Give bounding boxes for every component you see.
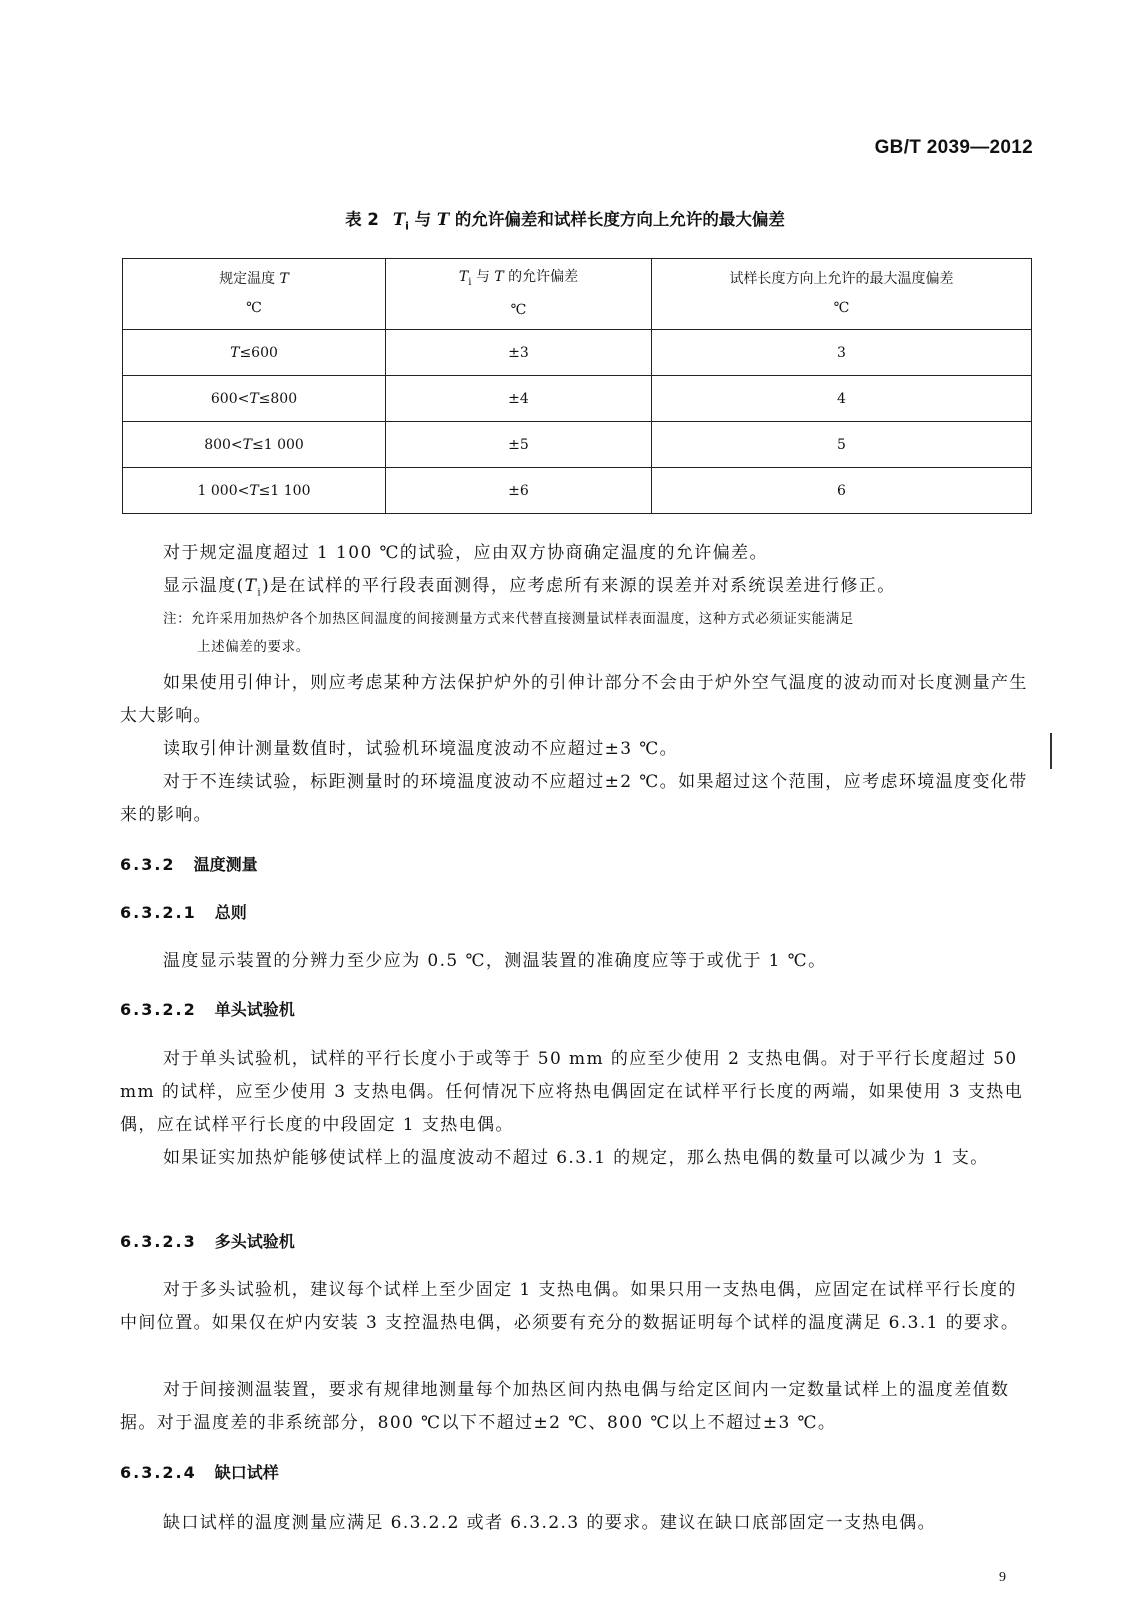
header-label: 试样长度方向上允许的最大温度偏差 bbox=[729, 271, 954, 287]
paragraph-tolerance-agreement: 对于规定温度超过 1 100 ℃的试验，应由双方协商确定温度的允许偏差。 bbox=[163, 543, 768, 563]
section-heading-6-3-2-1 bbox=[120, 900, 247, 923]
section-title: 单头试验机 bbox=[214, 1000, 295, 1019]
cell-max-deviation: 5 bbox=[652, 422, 1032, 468]
caption-mid: 与 bbox=[408, 210, 437, 229]
header-label: 规定温度 bbox=[219, 271, 280, 287]
section-heading-6-3-2-3 bbox=[120, 1229, 295, 1252]
paragraph-resolution: 温度显示装置的分辨力至少应为 0.5 ℃，测温装置的准确度应等于或优于 1 ℃。 bbox=[163, 951, 827, 971]
section-heading-6-3-2-2 bbox=[120, 997, 295, 1020]
cell-max-deviation: 4 bbox=[652, 376, 1032, 422]
section-number: 6.3.2.3 bbox=[120, 1232, 197, 1251]
deviation-table bbox=[122, 258, 1032, 514]
range-high: ≤1 000 bbox=[251, 436, 304, 453]
standard-code: GB/T 2039—2012 bbox=[874, 137, 1033, 158]
note-line: 上述偏差的要求。 bbox=[197, 639, 310, 655]
range-var: T bbox=[230, 344, 240, 361]
header-allowed-deviation bbox=[386, 259, 652, 330]
cell-max-deviation: 6 bbox=[652, 468, 1032, 514]
table-caption bbox=[0, 206, 1130, 232]
section-heading-6-3-2-4 bbox=[120, 1460, 279, 1483]
header-unit: ℃ bbox=[510, 302, 527, 319]
table-header-row bbox=[123, 259, 1032, 330]
cell-temp-range bbox=[123, 376, 386, 422]
note bbox=[163, 605, 1033, 661]
paragraph-discontinuous-test: 对于不连续试验，标距测量时的环境温度波动不应超过±2 ℃。如果超过这个范围，应考虑环境温度变化带来的影响。 bbox=[120, 772, 1028, 825]
section-heading-6-3-2 bbox=[120, 852, 258, 875]
table-row bbox=[123, 376, 1032, 422]
paragraph-extensometer-reading: 读取引伸计测量数值时，试验机环境温度波动不应超过±3 ℃。 bbox=[163, 739, 679, 759]
cell-allowed-deviation: ±6 bbox=[386, 468, 652, 514]
section-number: 6.3.2 bbox=[120, 855, 176, 874]
range-var: T bbox=[249, 482, 259, 499]
range-low: 800< bbox=[204, 436, 243, 453]
range-high: ≤600 bbox=[239, 344, 278, 361]
cell-allowed-deviation: ±3 bbox=[386, 330, 652, 376]
header-var-sub: i bbox=[468, 276, 472, 288]
section-title: 多头试验机 bbox=[214, 1232, 295, 1251]
paragraph-notched-specimen: 缺口试样的温度测量应满足 6.3.2.2 或者 6.3.2.3 的要求。建议在缺口底部固定一支热电偶。 bbox=[163, 1513, 936, 1533]
header-unit: ℃ bbox=[246, 300, 262, 316]
section-number: 6.3.2.1 bbox=[120, 903, 197, 922]
caption-rest: 的允许偏差和试样长度方向上允许的最大偏差 bbox=[449, 210, 785, 229]
range-var: T bbox=[242, 436, 252, 453]
cell-allowed-deviation: ±4 bbox=[386, 376, 652, 422]
section-title: 缺口试样 bbox=[214, 1463, 279, 1482]
caption-var-t1: T bbox=[392, 210, 406, 229]
range-var: T bbox=[249, 390, 259, 407]
paragraph-multi-head-1: 对于多头试验机，建议每个试样上至少固定 1 支热电偶。如果只用一支热电偶，应固定在试样平行长度的中间位置。如果仅在炉内安装 3 支控温热电偶，必须要有充分的数据证明每个试样的温度满足 6.3.1 的要求。 bbox=[120, 1280, 1020, 1333]
header-label: 与 bbox=[471, 268, 495, 285]
caption-var-t2: T bbox=[436, 210, 450, 229]
margin-change-bar bbox=[1050, 733, 1052, 769]
text-span: )是在试样的平行段表面测得，应考虑所有来源的误差并对系统误差进行修正。 bbox=[262, 576, 896, 596]
var-t: T bbox=[244, 576, 258, 596]
section-title: 总则 bbox=[214, 903, 247, 922]
page-number: 9 bbox=[999, 1570, 1006, 1585]
table-row bbox=[123, 468, 1032, 514]
header-unit: ℃ bbox=[833, 300, 850, 316]
paragraph-single-head-1: 对于单头试验机，试样的平行长度小于或等于 50 mm 的应至少使用 2 支热电偶。对于平行长度超过 50 mm 的试样，应至少使用 3 支热电偶。任何情况下应将热电偶固定在试样平行长度的两端，如果使用 3 支热电偶，应在试样平行长度的中段固定 1 支热电偶。 bbox=[120, 1049, 1024, 1135]
var-sub: i bbox=[257, 587, 262, 599]
cell-temp-range bbox=[123, 422, 386, 468]
paragraph-extensometer: 如果使用引伸计，则应考虑某种方法保护炉外的引伸计部分不会由于炉外空气温度的波动而对长度测量产生太大影响。 bbox=[120, 673, 1028, 726]
table-row bbox=[123, 422, 1032, 468]
section-number: 6.3.2.4 bbox=[120, 1463, 197, 1482]
cell-temp-range bbox=[123, 468, 386, 514]
paragraph-multi-head-2: 对于间接测温装置，要求有规律地测量每个加热区间内热电偶与给定区间内一定数量试样上的温度差值数据。对于温度差的非系统部分，800 ℃以下不超过±2 ℃、800 ℃以上不超过±3 ℃。 bbox=[120, 1380, 1010, 1433]
note-line: 注：允许采用加热炉各个加热区间温度的间接测量方式来代替直接测量试样表面温度，这种方式必须证实能满足 bbox=[163, 611, 854, 627]
header-specified-temp bbox=[123, 259, 386, 330]
paragraph-displayed-temp bbox=[120, 570, 1032, 609]
header-var: T bbox=[494, 268, 504, 285]
caption-var-sub: i bbox=[405, 219, 409, 233]
header-label: 的允许偏差 bbox=[503, 268, 579, 285]
section-number: 6.3.2.2 bbox=[120, 1000, 197, 1019]
cell-temp-range bbox=[123, 330, 386, 376]
section-title: 温度测量 bbox=[193, 855, 258, 874]
table-row bbox=[123, 330, 1032, 376]
text-span: 显示温度( bbox=[163, 576, 245, 596]
range-low: 600< bbox=[210, 390, 250, 407]
range-high: ≤800 bbox=[258, 390, 298, 407]
paragraph-single-head-2: 如果证实加热炉能够使试样上的温度波动不超过 6.3.1 的规定，那么热电偶的数量可以减少为 1 支。 bbox=[163, 1148, 989, 1168]
range-high: ≤1 100 bbox=[258, 482, 311, 499]
table-caption-number: 表 2 bbox=[345, 210, 379, 229]
cell-max-deviation: 3 bbox=[652, 330, 1032, 376]
cell-allowed-deviation: ±5 bbox=[386, 422, 652, 468]
header-var: T bbox=[458, 268, 469, 285]
header-var: T bbox=[279, 271, 289, 287]
range-low: 1 000< bbox=[197, 482, 250, 499]
header-max-deviation bbox=[652, 259, 1032, 330]
